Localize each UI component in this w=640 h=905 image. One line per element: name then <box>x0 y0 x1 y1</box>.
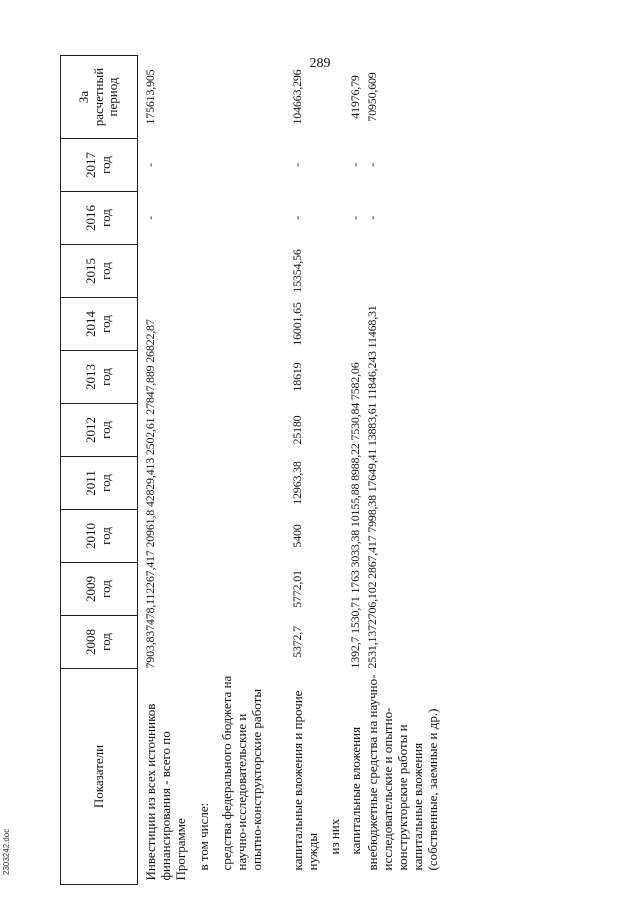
header-year: 2016 год <box>61 192 138 245</box>
header-year: 2009 год <box>61 563 138 616</box>
rotated-table-sheet <box>60 55 580 885</box>
cell-2014: 16001,65 <box>289 302 304 346</box>
header-year: 2008 год <box>61 616 138 669</box>
table-row <box>345 56 366 885</box>
row-values-capital-investments: 1392,7 1530,71 1763 3033,38 10155,88 8988,22 7530,84 7582,06 <box>348 362 363 669</box>
cell-2009: 5772,01 <box>289 570 304 608</box>
header-year: 2014 год <box>61 298 138 351</box>
row-values-extrabudgetary: 2531,1372706,102 2867,417 7998,38 17649,41 13883,61 11846,243 11468,31 <box>365 305 380 669</box>
cell-total: 175613,905 <box>143 69 157 125</box>
table-row <box>285 56 323 885</box>
header-year: 2017 год <box>61 139 138 192</box>
cell-2011: 12963,38 <box>289 461 304 505</box>
cell-2016: - <box>289 216 304 220</box>
header-total-period: За расчетный период <box>61 56 138 139</box>
table-row <box>214 56 267 885</box>
header-indicator: Показатели <box>61 669 138 885</box>
row-label-capital-other: капитальные вложения и прочие нужды <box>289 690 320 871</box>
header-year: 2015 год <box>61 245 138 298</box>
row-label-federal-rnd: средства федерального бюджета на научно-исследовательские и опытно-конструкторские работы <box>218 675 264 871</box>
cell-total: 41976,79 <box>348 75 363 119</box>
header-year: 2010 год <box>61 510 138 563</box>
table-header-row <box>61 56 138 885</box>
cell-total: 104663,296 <box>289 69 304 125</box>
cell-total: 70950,609 <box>365 72 380 122</box>
header-year: 2013 год <box>61 351 138 404</box>
row-label-including: в том числе: <box>195 802 211 871</box>
page-number: 289 <box>309 56 331 71</box>
table-row <box>138 56 191 885</box>
cell-2008: 5372,7 <box>289 626 304 658</box>
cell-2015: 15354,56 <box>289 249 304 293</box>
cell-2017: - <box>289 163 304 167</box>
cell-2017: - <box>143 163 157 167</box>
row-label-extrabudgetary: внебюджетные средства на научно-исследовательские и опытно-конструкторские работы и капитальные вложения (собственные, заемные и др.) <box>365 674 441 871</box>
table-row <box>322 56 345 885</box>
row-values-investments-total: 7903,837478,112267,417 20961,8 42829,413 2502,61 27847,889 26822,87 <box>143 319 157 669</box>
cell-2010: 5400 <box>289 524 304 548</box>
table-row <box>191 56 214 885</box>
cell-2017: - <box>365 163 380 167</box>
row-label-capital-investments: капитальные вложения <box>348 726 364 855</box>
header-year: 2011 год <box>61 457 138 510</box>
table-row <box>366 56 443 885</box>
cell-2016: - <box>348 216 363 220</box>
header-year: 2012 год <box>61 404 138 457</box>
cell-2012: 25180 <box>289 415 304 445</box>
row-label-investments-total: Инвестиции из всех источников финансирования - всего по Программе <box>143 703 188 881</box>
funding-table <box>60 55 443 885</box>
row-label-of-which: из них <box>327 818 343 855</box>
cell-2017: - <box>348 163 363 167</box>
document-filename: 2303242.doc <box>2 828 11 875</box>
cell-2016: - <box>365 216 380 220</box>
cell-2016: - <box>143 216 157 220</box>
cell-2013: 18619 <box>289 362 304 392</box>
